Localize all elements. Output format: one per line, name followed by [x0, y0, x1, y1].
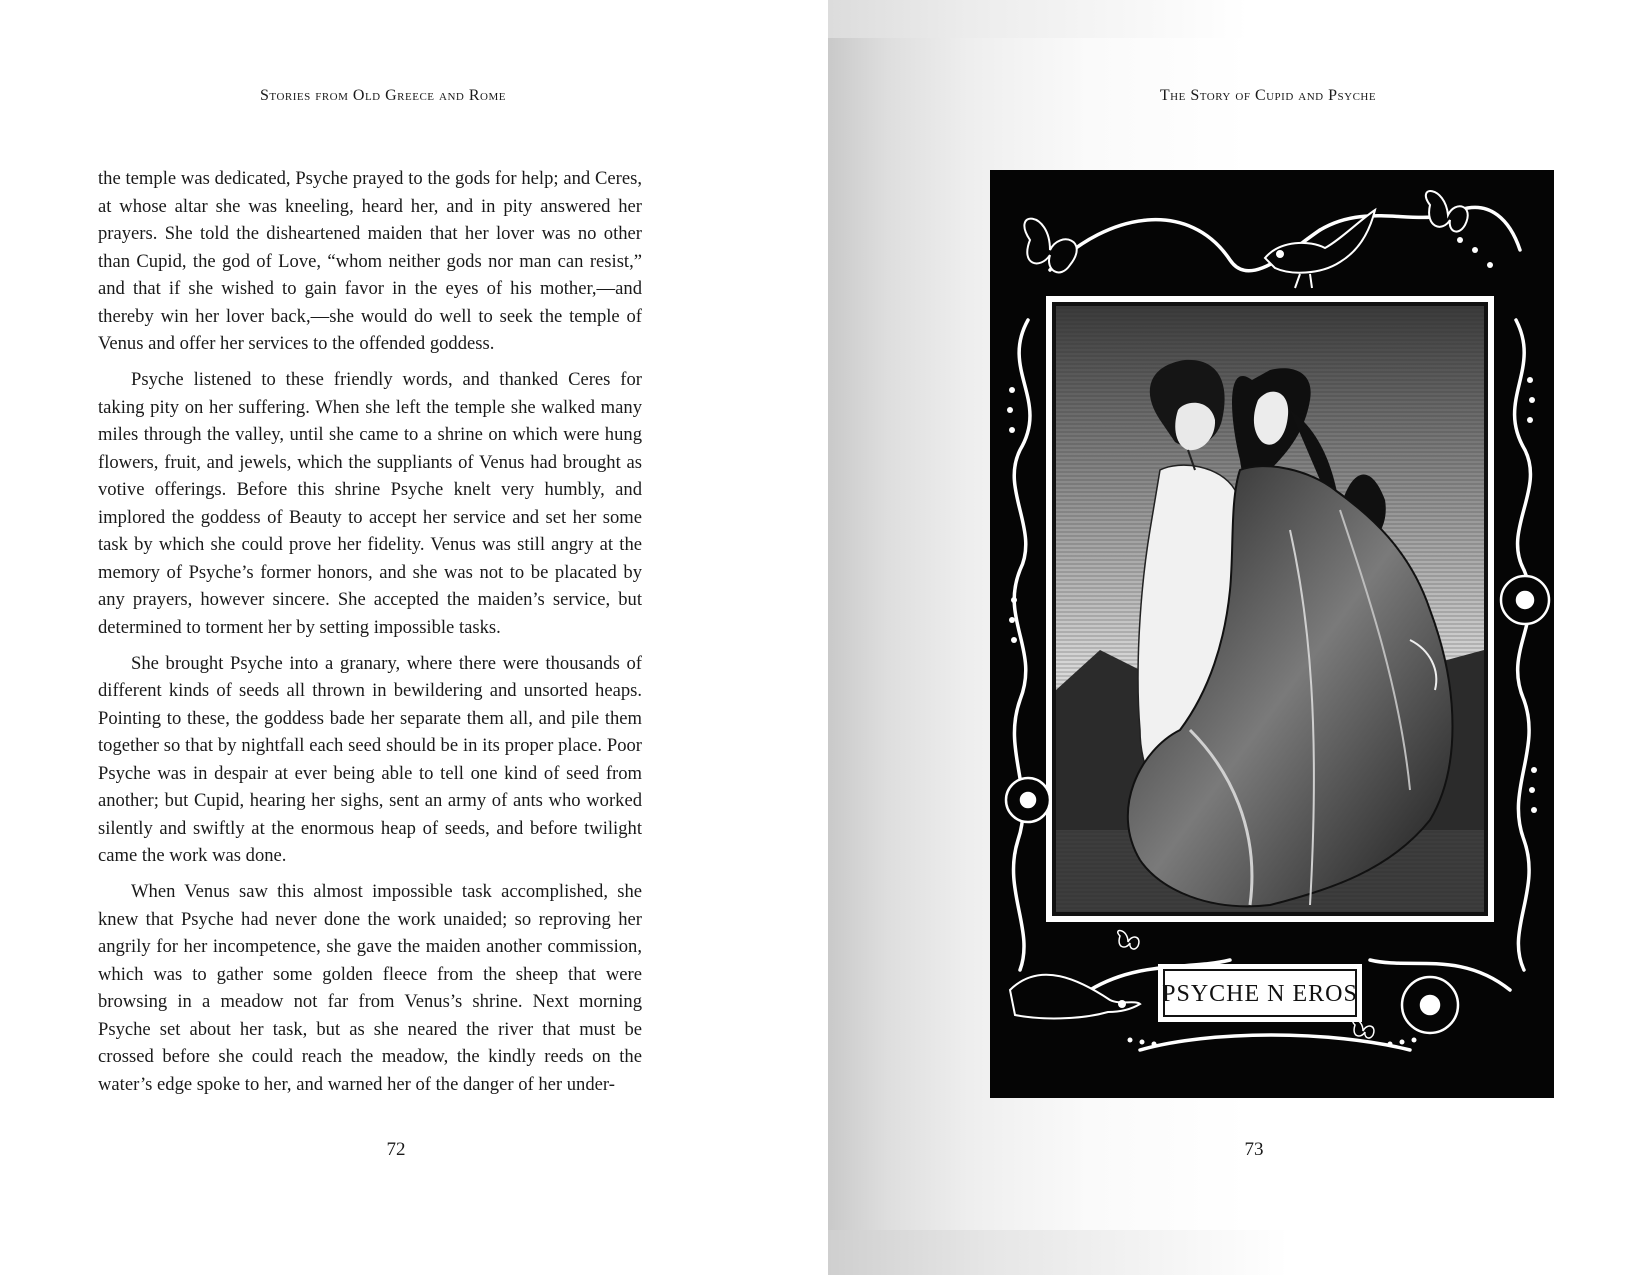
illustration-caption: PSYCHE N EROS [1162, 981, 1358, 1007]
running-head-right: The Story of Cupid and Psyche [1159, 87, 1377, 104]
bird-icon [1265, 210, 1375, 288]
illustration-plate [990, 170, 1554, 1098]
flower-icon [1006, 778, 1050, 822]
running-head-left: Stories from Old Greece and Rome [260, 87, 506, 104]
paragraph-4: When Venus saw this almost impossible task accomplished, she knew that Psyche had never done the work unaided; so reproving her angrily for her incompetence, she gave the maiden another commission, which was to gather some golden fleece from the sheep that were browsing in a meadow not far from Venus’s shrine. Next morning Psyche set about her task, but as she neared the river that must be crossed before she could reach the meadow, the kindly reeds on the water’s edge spoke to her, and warned her of the danger of her under- [98, 881, 642, 1095]
butterfly-icon [1353, 1020, 1374, 1038]
paragraph-1: the temple was dedicated, Psyche prayed to the gods for help; and Ceres, at whose altar she was kneeling, heard her, and in pity answered her prayers. She told the disheartened maiden that her lover was no other than Cupid, the god of Love, “whom neither gods nor man can resist,” and that if she wished to gain favor in the eyes of his mother,—and thereby win her lover back,—she would do well to seek the temple of Venus and offer her services to the offended goddess. [98, 168, 642, 354]
butterfly-icon [1024, 219, 1076, 273]
flower-icon [1501, 576, 1549, 624]
illustration-art [990, 170, 1554, 1098]
butterfly-icon [1118, 931, 1139, 949]
flower-icon [1402, 977, 1458, 1033]
page-number-right: 73 [1244, 1139, 1264, 1160]
paragraph-3: She brought Psyche into a granary, where there were thousands of different kinds of seeds all thrown in bewildering and unsorted heaps. Pointing to these, the goddess bade her separate them all, and pile them together so that by nightfall each seed should be in its proper place. Poor Psyche was in despair at ever being able to tell one kind of seed from another; but Cupid, hearing her sighs, sent an army of ants who worked silently and swiftly at the enormous heap of seeds, and before twilight came the work was done. [98, 652, 642, 866]
page-edge-top [828, 0, 1650, 38]
right-page [828, 0, 1650, 1275]
page-number-left: 72 [386, 1139, 406, 1160]
page-edge-bottom [828, 1230, 1650, 1275]
paragraph-2: Psyche listened to these friendly words, and thanked Ceres for taking pity on her suffering. When she left the temple she walked many miles through the valley, until she came to a shrine on which were hung flowers, fruit, and jewels, which the suppliants of Venus had brought as votive offerings. Before this shrine Psyche knelt very humbly, and implored the goddess of Beauty to accept her service and set her some task by which she could prove her fidelity. Venus was still angry at the memory of Psyche’s former honors, and she was not to be placated by any prayers, however sincere. She accepted the maiden’s service, but determined to torment her by setting impossible tasks. [98, 369, 642, 638]
butterfly-icon [1426, 191, 1468, 232]
bird-icon [1010, 975, 1140, 1019]
body-text [98, 165, 642, 1107]
